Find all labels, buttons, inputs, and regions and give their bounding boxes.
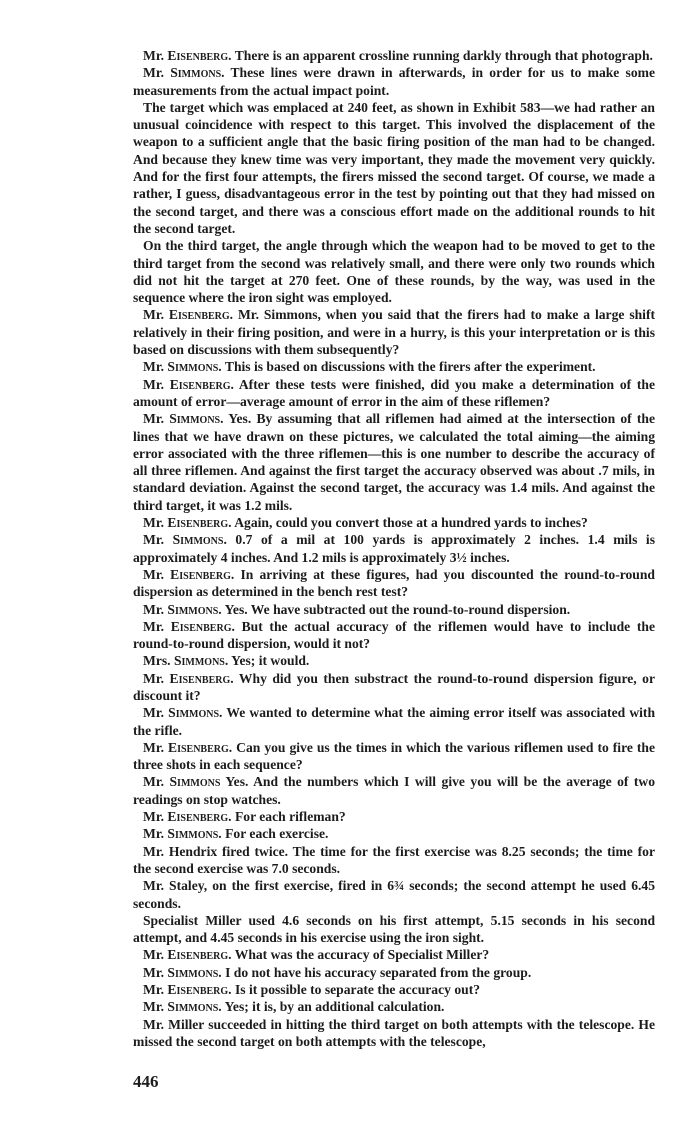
testimony-paragraph: [133, 739, 655, 774]
paragraph-text: On the third target, the angle through which the weapon had to be moved to get to the third target from the second was relatively small, and there were only two rounds which did not hit the target at 270 feet. One of these rounds, by the way, was used in the sequence where the iron sight was employed.: [133, 238, 655, 306]
paragraph-text: What was the accuracy of Specialist Miller?: [231, 947, 490, 963]
testimony-paragraph: [133, 514, 655, 531]
paragraph-text: Again, could you convert those at a hundred yards to inches?: [231, 515, 588, 531]
speaker-title: Mr.: [143, 359, 165, 375]
paragraph-text: In arriving at these figures, had you discounted the round-to-round dispersion as determined in the bench rest test?: [133, 566, 655, 600]
testimony-paragraph: [133, 47, 655, 64]
speaker-title: Mrs.: [143, 653, 171, 669]
narrative-paragraph: [133, 99, 655, 237]
speaker-name: Eisenberg.: [167, 809, 232, 825]
speaker-title: Mr.: [143, 601, 165, 617]
speaker-title: Mr.: [143, 515, 165, 531]
paragraph-text: Mr. Staley, on the first exercise, fired in 6¾ seconds; the second attempt he used 6.45 seconds.: [133, 878, 655, 911]
speaker-title: Mr.: [143, 48, 165, 63]
testimony-paragraph: [133, 946, 655, 963]
speaker-name: Simmons.: [169, 411, 224, 427]
testimony-paragraph: [133, 566, 655, 601]
paragraph-text: Yes. We have subtracted out the round-to-round dispersion.: [221, 601, 571, 617]
paragraph-text: Can you give us the times in which the various riflemen used to fire the three shots in each sequence?: [133, 739, 655, 773]
testimony-paragraph: [133, 773, 655, 808]
speaker-title: Mr.: [143, 826, 165, 842]
narrative-paragraph: [133, 237, 655, 306]
testimony-paragraph: [133, 64, 655, 99]
page-number: 446: [133, 1072, 159, 1092]
testimony-paragraph: [133, 808, 655, 825]
paragraph-text: Mr. Simmons, when you said that the firers had to make a large shift relatively in their firing position, and were in a hurry, is this your interpretation or is this based on discussions with them subsequently?: [133, 307, 655, 358]
speaker-title: Mr.: [143, 307, 165, 323]
speaker-name: Eisenberg.: [168, 739, 233, 755]
paragraph-text: This is based on discussions with the firers after the experiment.: [221, 359, 596, 375]
paragraph-text: But the actual accuracy of the riflemen would have to include the round-to-round dispersion, would it not?: [133, 618, 655, 652]
speaker-title: Mr.: [143, 65, 165, 81]
narrative-paragraph: [133, 912, 655, 947]
paragraph-text: For each rifleman?: [231, 809, 346, 825]
paragraph-text: Yes. By assuming that all riflemen had aimed at the intersection of the lines that we have drawn on these pictures, we calculated the total aiming—the aiming error associated with the three riflemen—this is one number to describe the accuracy of all three riflemen. And against the first target the accuracy observed was about .7 mils, in standard deviation. Against the second target, the accuracy was 1.4 mils. And against the third target, it was 1.2 mils.: [133, 411, 655, 513]
speaker-name: Simmons.: [168, 705, 223, 721]
paragraph-text: Is it possible to separate the accuracy out?: [231, 982, 481, 998]
narrative-paragraph: [133, 1016, 655, 1051]
paragraph-text: Mr. Miller succeeded in hitting the third target on both attempts with the telescope. He missed the second target on both attempts with the telescope,: [133, 1016, 655, 1049]
speaker-title: Mr.: [143, 376, 165, 392]
speaker-name: Eisenberg.: [168, 307, 234, 323]
speaker-name: Simmons.: [167, 826, 222, 842]
speaker-name: Eisenberg.: [167, 515, 232, 531]
speaker-name: Simmons.: [167, 601, 222, 617]
paragraph-text: Why did you then substract the round-to-round dispersion figure, or discount it?: [133, 670, 655, 703]
paragraph-text: After these tests were finished, did you make a determination of the amount of error—average amount of error in the aim of these riflemen?: [133, 376, 655, 409]
speaker-name: Simmons.: [167, 964, 222, 980]
speaker-title: Mr.: [143, 566, 165, 582]
testimony-paragraph: [133, 410, 655, 514]
testimony-paragraph: [133, 618, 655, 653]
testimony-paragraph: [133, 376, 655, 411]
speaker-name: Simmons.: [170, 65, 225, 81]
speaker-name: Eisenberg.: [167, 982, 232, 998]
speaker-name: Simmons.: [173, 653, 229, 669]
paragraph-text: Yes; it is, by an additional calculation.: [221, 999, 445, 1015]
paragraph-text: I do not have his accuracy separated from the group.: [221, 964, 532, 980]
paragraph-text: Yes; it would.: [228, 653, 310, 669]
speaker-title: Mr.: [143, 618, 165, 634]
testimony-paragraph: [133, 981, 655, 998]
speaker-name: Eisenberg.: [167, 48, 232, 63]
testimony-paragraph: [133, 601, 655, 618]
testimony-paragraph: [133, 306, 655, 358]
speaker-title: Mr.: [143, 739, 165, 755]
testimony-paragraph: [133, 358, 655, 375]
testimony-paragraph: [133, 652, 655, 669]
testimony-paragraph: [133, 964, 655, 981]
speaker-name: Eisenberg.: [167, 947, 232, 963]
speaker-name: Eisenberg.: [169, 670, 234, 686]
speaker-title: Mr.: [143, 774, 165, 790]
paragraph-text: For each exercise.: [221, 826, 329, 842]
speaker-title: Mr.: [143, 947, 165, 963]
paragraph-text: 0.7 of a mil at 100 yards is approximately 2 inches. 1.4 mils is approximately 4 inches. And 1.2 mils is approximately 3½ inches.: [133, 532, 655, 565]
paragraph-text: There is an apparent crossline running darkly through that photograph.: [231, 48, 653, 63]
speaker-title: Mr.: [143, 670, 165, 686]
speaker-name: Eisenberg.: [170, 566, 235, 582]
speaker-name: Simmons: [169, 774, 221, 790]
speaker-title: Mr.: [143, 999, 165, 1015]
paragraph-text: We wanted to determine what the aiming error itself was associated with the rifle.: [133, 705, 656, 738]
speaker-title: Mr.: [143, 982, 165, 998]
testimony-paragraph: [133, 670, 655, 705]
transcript-page: [133, 47, 655, 1050]
speaker-name: Simmons.: [167, 999, 222, 1015]
paragraph-text: The target which was emplaced at 240 feet, as shown in Exhibit 583—we had rather an unusual coincidence with respect to this target. This involved the displacement of the weapon to a sufficient angle that the basic firing position of the man had to be changed. And because they knew time was very important, they made the movement very quickly. And for the first four attempts, the firers missed the second target. Of course, we made a rather, I guess, disadvantageous error in the test by pointing out that they had missed on the second target, and there was a conscious effort made on the additional rounds to hit the second target.: [133, 99, 655, 236]
speaker-name: Simmons.: [172, 532, 227, 548]
testimony-paragraph: [133, 531, 655, 566]
speaker-name: Simmons.: [167, 359, 222, 375]
speaker-title: Mr.: [143, 411, 165, 427]
paragraph-text: Specialist Miller used 4.6 seconds on his first attempt, 5.15 seconds in his second attempt, and 4.45 seconds in his exercise using the iron sight.: [133, 912, 655, 946]
testimony-paragraph: [133, 825, 655, 842]
paragraph-text: These lines were drawn in afterwards, in order for us to make some measurements from the actual impact point.: [133, 65, 655, 98]
testimony-paragraph: [133, 998, 655, 1015]
speaker-title: Mr.: [143, 809, 165, 825]
speaker-name: Eisenberg.: [170, 618, 235, 634]
paragraph-text: Yes. And the numbers which I will give you will be the average of two readings on stop watches.: [133, 774, 656, 807]
narrative-paragraph: [133, 843, 655, 878]
narrative-paragraph: [133, 877, 655, 912]
speaker-title: Mr.: [143, 532, 165, 548]
speaker-title: Mr.: [143, 964, 165, 980]
speaker-title: Mr.: [143, 705, 165, 721]
paragraph-text: Mr. Hendrix fired twice. The time for the first exercise was 8.25 seconds; the time for the second exercise was 7.0 seconds.: [133, 843, 655, 876]
speaker-name: Eisenberg.: [169, 376, 234, 392]
testimony-paragraph: [133, 704, 655, 739]
